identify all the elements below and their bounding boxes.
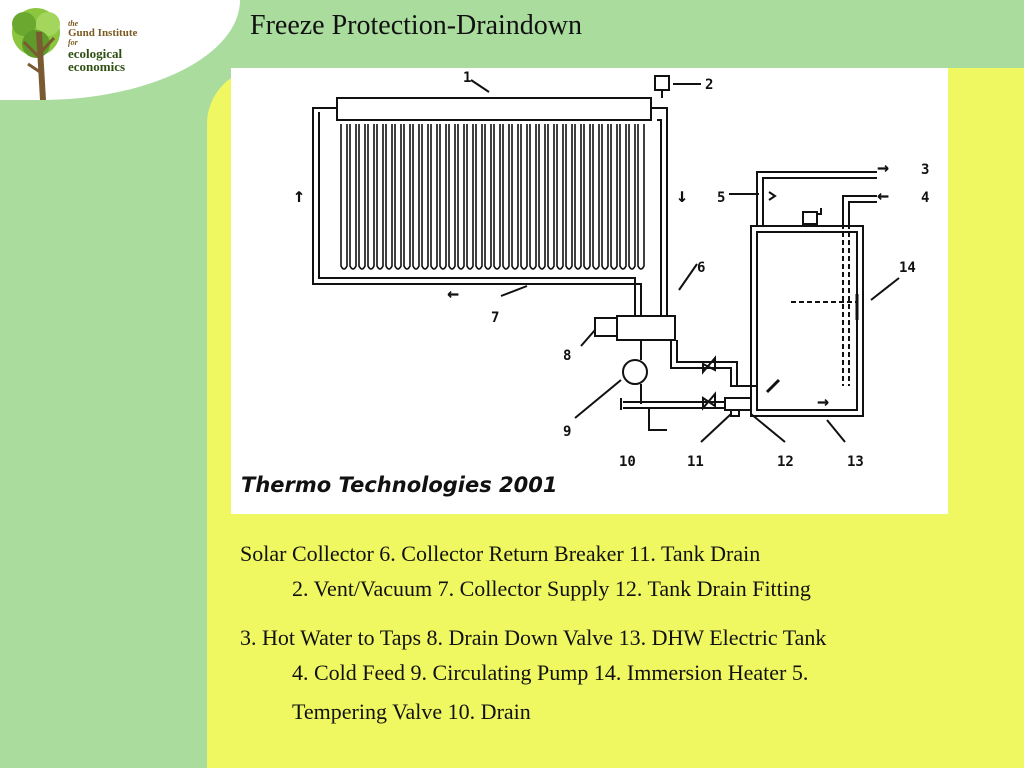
isolation-valve-upper (703, 358, 715, 372)
leader-13 (827, 420, 845, 442)
collector-supply-pipe (313, 108, 641, 316)
callout-10: 10 (619, 454, 636, 470)
tree-icon (6, 2, 76, 102)
leader-8 (581, 330, 595, 346)
logo-economics: economics (68, 59, 126, 74)
callout-6: 6 (697, 260, 706, 276)
callout-3: 3 (921, 162, 930, 178)
legend-line-1: Solar Collector 6. Collector Return Breaker 11. Tank Drain (240, 541, 761, 566)
gund-institute-logo (6, 2, 176, 102)
cold-in-arrow: ← (877, 183, 890, 207)
tank-drain-fitting (725, 398, 751, 410)
leader-14 (871, 278, 899, 300)
legend-line-5: Tempering Valve 10. Drain (292, 699, 531, 724)
collector-return-pipe-inner (657, 120, 661, 316)
collector-header (337, 98, 651, 120)
tempering-valve (769, 192, 775, 200)
callout-2: 2 (705, 77, 714, 93)
collector-return-pipe (651, 108, 667, 316)
flow-arrow-right: → (817, 389, 830, 413)
flow-arrow-left: ← (447, 281, 460, 305)
component-legend (240, 536, 1020, 729)
logo-the: the (68, 19, 79, 28)
legend-line-2: 2. Vent/Vacuum 7. Collector Supply 12. Tank Drain Fitting (292, 576, 811, 601)
collector-tubes (341, 124, 644, 269)
callout-11: 11 (687, 454, 704, 470)
callout-9: 9 (563, 424, 572, 440)
callout-8: 8 (563, 348, 572, 364)
legend-line-3: 3. Hot Water to Taps 8. Drain Down Valve 13. DHW Electric Tank (240, 625, 827, 650)
callout-4: 4 (921, 190, 930, 206)
flow-arrow-up: ↑ (293, 183, 306, 207)
callout-14: 14 (899, 260, 916, 276)
logo-ecological: ecological (68, 46, 123, 61)
circulating-pump (623, 360, 647, 384)
leader-11 (701, 414, 731, 442)
callout-13: 13 (847, 454, 864, 470)
leader-12 (751, 414, 785, 442)
leader-9 (575, 380, 621, 418)
draindown-schematic (231, 68, 948, 514)
logo-gund-institute: Gund Institute (68, 27, 138, 39)
hot-out-arrow: → (877, 155, 890, 179)
system-diagram (231, 68, 948, 514)
callout-5: 5 (717, 190, 726, 206)
leader-1 (471, 80, 489, 92)
leader-6 (679, 264, 697, 290)
leader-7 (501, 286, 527, 296)
callout-12: 12 (777, 454, 794, 470)
callout-1: 1 (463, 70, 472, 86)
draindown-valve-actuator (595, 318, 617, 336)
flow-arrow-down: ↓ (676, 183, 689, 207)
draindown-valve-body (617, 316, 675, 340)
vent-vacuum-breaker (655, 76, 669, 90)
diagram-caption: Thermo Technologies 2001 (241, 473, 558, 497)
legend-line-4: 4. Cold Feed 9. Circulating Pump 14. Immersion Heater 5. (292, 660, 809, 685)
dhw-electric-tank (751, 226, 863, 416)
callout-7: 7 (491, 310, 500, 326)
collector-supply-pipe-inner (319, 112, 635, 316)
slide-title: Freeze Protection-Draindown (250, 10, 582, 41)
drain-outlet (649, 408, 667, 430)
logo-for: for (68, 38, 78, 47)
